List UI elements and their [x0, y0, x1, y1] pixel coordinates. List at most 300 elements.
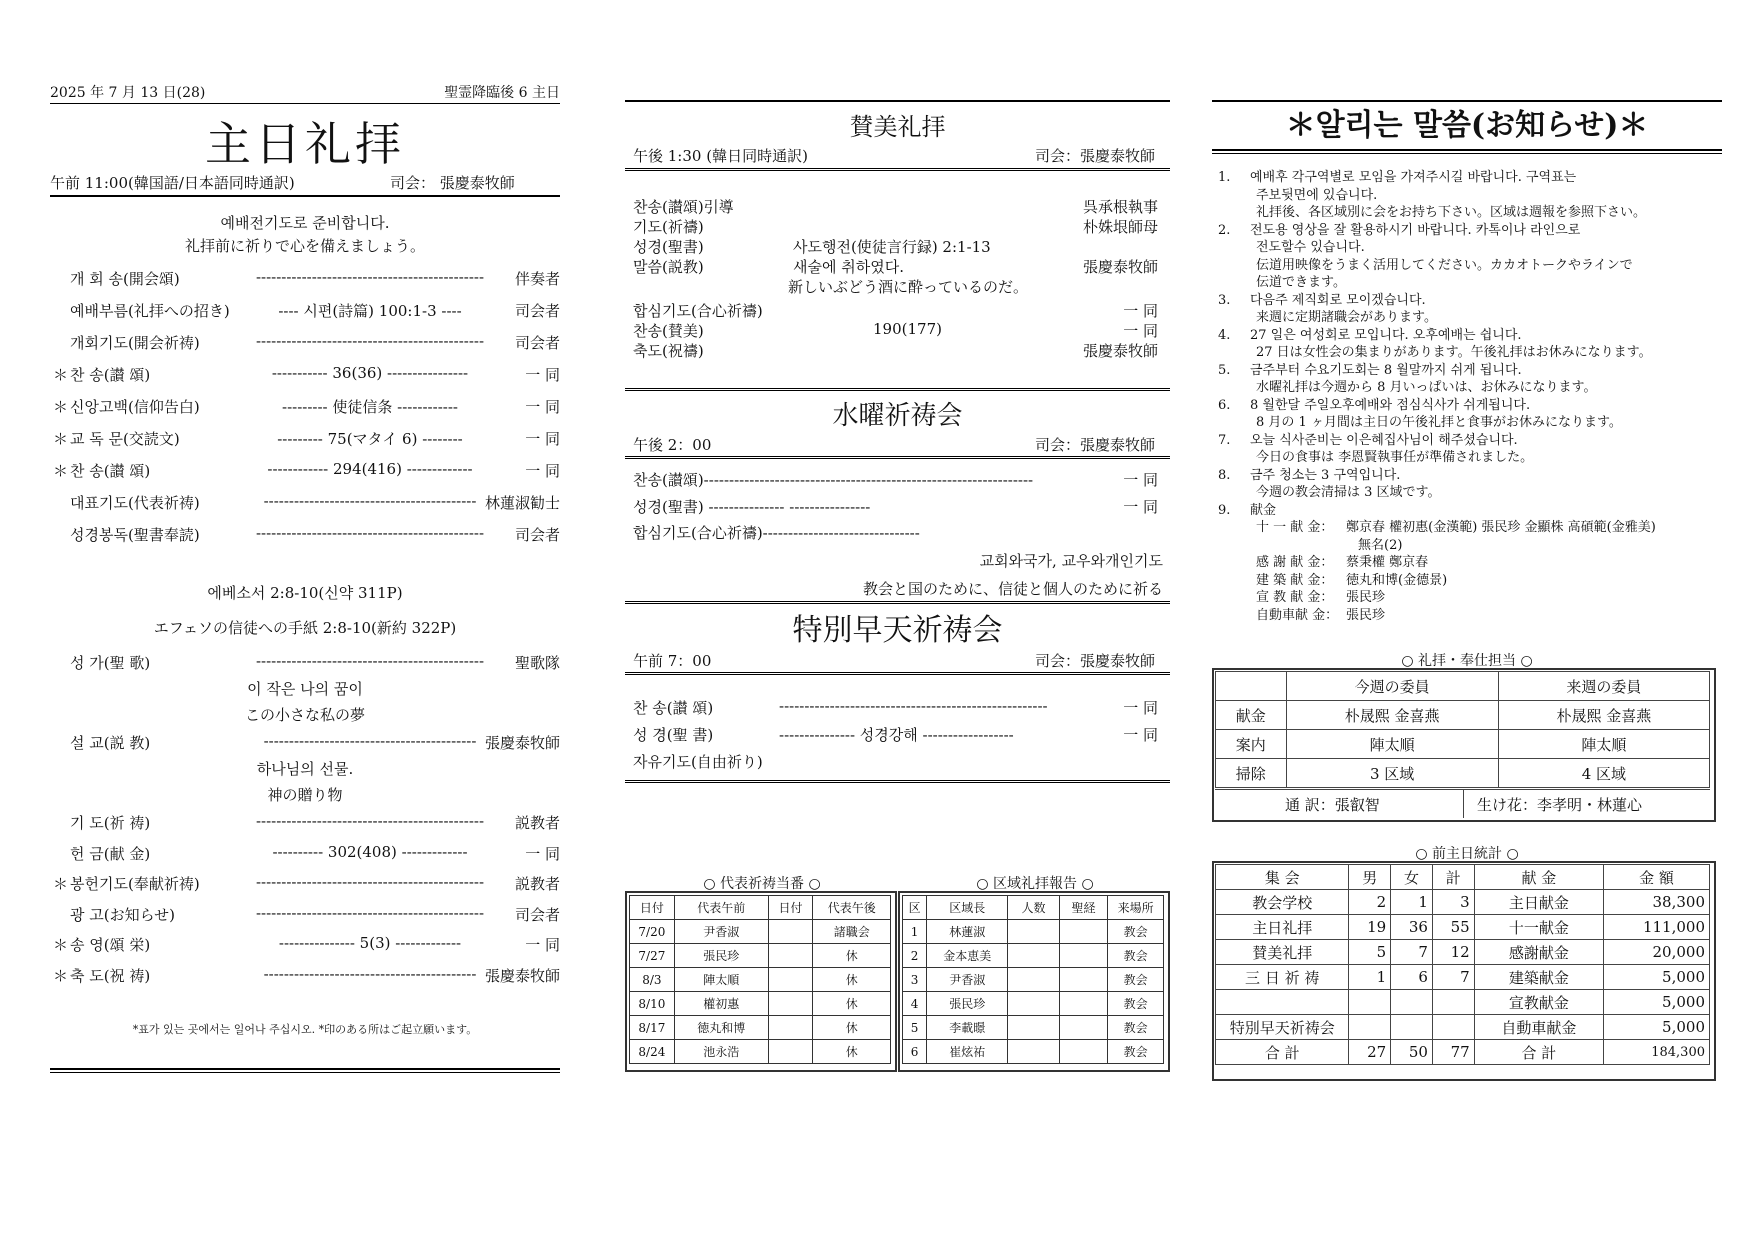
offering-label: 宣 教 献 金： [1256, 590, 1334, 605]
table-cell: 休 [813, 1040, 891, 1064]
sermon-ja: 神の贈り物 [267, 786, 343, 804]
offering-label: 十 一 献 金： [1256, 520, 1334, 535]
table-cell: 6 [1391, 965, 1433, 990]
order-row [50, 268, 560, 294]
standing-mark: ＊ [53, 430, 69, 448]
column-header: 区 [903, 896, 927, 920]
notice-line [1218, 397, 1728, 415]
table-cell: 感謝献金 [1474, 940, 1603, 965]
table-cell [1008, 1016, 1060, 1040]
table-cell: 宣教献金 [1474, 990, 1603, 1015]
order-label: 봉헌기도(奉献祈祷) [70, 875, 200, 893]
standing-mark: ＊ [53, 966, 69, 985]
order-who: 張慶泰牧師 [484, 966, 560, 985]
wednesday-host: 司会：張慶泰牧師 [1034, 436, 1155, 454]
order-row [50, 396, 560, 422]
table-cell: 合 計 [1474, 1040, 1603, 1065]
praise-label: 찬송(賛美) [633, 322, 704, 340]
interpreter: 通 訳：張叡智 [1285, 796, 1380, 814]
table-cell: 184,300 [1604, 1040, 1710, 1065]
column-header: 聖経 [1059, 896, 1107, 920]
order-who: 司会者 [514, 302, 560, 320]
notice-line [1218, 379, 1728, 397]
wednesday-who: 一 同 [1123, 498, 1158, 516]
table-cell: 徳丸和博 [674, 1016, 768, 1040]
table-cell [768, 1040, 813, 1064]
dawn-row [633, 751, 1168, 773]
order-row [50, 332, 560, 358]
notice-number: 5. [1218, 362, 1231, 378]
order-dashes: --------------- 5(3) ------------- [278, 934, 462, 952]
table-cell: 8/24 [630, 1040, 675, 1064]
table-cell: 1 [903, 920, 927, 944]
order-row [50, 492, 560, 518]
order-label: 교 독 문(交読文) [70, 430, 180, 448]
notice-text: 伝道用映像をうまく活用してください。カカオトークやラインで [1256, 257, 1633, 273]
table-cell: 李載暻 [927, 1016, 1008, 1040]
praise-row [633, 300, 1168, 322]
column-header: 女 [1391, 865, 1433, 890]
anthem-ja: この小さな私の夢 [244, 706, 365, 724]
praise-label: 합심기도(合心祈禱) [633, 302, 763, 320]
table-row [630, 968, 891, 992]
table-cell: 陣太順 [674, 968, 768, 992]
dawn-time: 午前 7：00 [633, 652, 712, 670]
column-header: 日付 [768, 896, 813, 920]
offering-line [1218, 519, 1728, 537]
main-service-host: 司会： 張慶泰牧師 [390, 174, 515, 192]
order-dashes: --------------------------------------------- [255, 268, 485, 286]
praise-service-title: 賛美礼拝 [849, 113, 946, 141]
table-cell: 55 [1432, 915, 1474, 940]
table-cell: 5,000 [1604, 965, 1710, 990]
wednesday-time: 午後 2：00 [633, 436, 712, 454]
column-header: 金 額 [1604, 865, 1710, 890]
offering-names: 鄭京春 權初惠(金漢範) 張民珍 金顯株 高碩範(金雅美) [1346, 520, 1656, 535]
standing-mark: ＊ [53, 936, 69, 954]
notice-line [1218, 309, 1728, 327]
table-cell [1059, 1016, 1107, 1040]
notice-list [1218, 169, 1728, 624]
table-cell [768, 968, 813, 992]
wednesday-title: 水曜祈祷会 [832, 401, 963, 431]
table-cell: 張民珍 [674, 944, 768, 968]
table-cell: 12 [1432, 940, 1474, 965]
order-dashes: ------------------------------------------ [263, 492, 477, 510]
table-cell: 36 [1391, 915, 1433, 940]
order-row [50, 524, 560, 550]
table-cell: 陣太順 [1286, 730, 1498, 759]
order-who: 司会者 [514, 526, 560, 544]
order-who: 説教者 [514, 814, 560, 832]
table-cell: 3 区域 [1286, 759, 1498, 788]
order-dashes: --------------------------------------------- [255, 903, 485, 922]
table-cell: 27 [1349, 1040, 1391, 1065]
table-row [903, 968, 1164, 992]
sermon-label: 설 교(説 教) [70, 734, 151, 752]
table-row [630, 992, 891, 1016]
table-cell: 3 [1432, 890, 1474, 915]
order-label: 성경봉독(聖書奉読) [70, 526, 200, 544]
dawn-row [633, 697, 1168, 719]
praise-row [633, 256, 1168, 278]
offering-names: 無名(2) [1358, 537, 1403, 553]
praise-service-subline [633, 145, 1163, 166]
anthem-row [50, 652, 560, 678]
table-row [1216, 965, 1710, 990]
order-row [50, 428, 560, 454]
column-header: 来場所 [1108, 896, 1164, 920]
order-row [50, 460, 560, 486]
table-cell [768, 944, 813, 968]
table-cell: 111,000 [1604, 915, 1710, 940]
prayer-duty-caption: ○ 代表祈祷当番 ○ [703, 876, 821, 892]
table-cell: 7/20 [630, 920, 675, 944]
table-row [1216, 730, 1710, 759]
order-label: 축 도(祝 祷) [70, 966, 151, 985]
table-cell: 十一献金 [1474, 915, 1603, 940]
order-dashes: ----------- 36(36) ---------------- [271, 364, 469, 382]
praise-label: 기도(祈禱) [633, 218, 704, 236]
stats-caption: ○ 前主日統計 ○ [1415, 846, 1519, 862]
standing-mark: ＊ [53, 366, 69, 384]
bottom-rule [50, 1068, 560, 1073]
table-row [1216, 1015, 1710, 1040]
table-cell: 朴晟熙 金喜燕 [1498, 701, 1709, 730]
offering-label: 建 築 献 金： [1256, 572, 1334, 588]
notice-text: 今週の教会清掃は 3 区域です。 [1256, 485, 1441, 500]
table-cell [1008, 944, 1060, 968]
date-header [50, 82, 560, 104]
notice-line [1218, 327, 1728, 345]
wednesday-who: 一 同 [1123, 471, 1158, 489]
column-header [1216, 672, 1287, 701]
rule [625, 601, 1170, 604]
sermon-who: 張慶泰牧師 [484, 734, 560, 752]
footer-divider [1463, 790, 1464, 818]
order-dashes: ------------------------------------------ [263, 964, 477, 983]
table-cell [1391, 1015, 1433, 1040]
column-header: 代表午前 [674, 896, 768, 920]
table-cell [1008, 1040, 1060, 1064]
notice-text: 今日の食事は 李恩賢執事任が準備されました。 [1256, 450, 1534, 465]
praise-label: 말씀(説教) [633, 258, 704, 276]
duty-footer [1215, 789, 1710, 818]
column-header: 献 金 [1474, 865, 1603, 890]
offering-names: 張民珍 [1346, 590, 1386, 605]
table-cell: 案内 [1216, 730, 1287, 759]
table-cell: 38,300 [1604, 890, 1710, 915]
table-cell: 林蓮淑 [927, 920, 1008, 944]
table-cell: 陣太順 [1498, 730, 1709, 759]
notice-line [1218, 204, 1728, 222]
praise-who: 一 同 [1123, 302, 1158, 320]
column-header: 日付 [630, 896, 675, 920]
column-header: 男 [1349, 865, 1391, 890]
table-cell [1391, 990, 1433, 1015]
notice-line [1218, 292, 1728, 310]
order-row [50, 364, 560, 390]
praise-row [633, 340, 1168, 362]
order-who: 一 同 [525, 844, 560, 863]
praise-label: 찬송(讃頌)引導 [633, 198, 734, 216]
table-cell: 8/17 [630, 1016, 675, 1040]
table-row [903, 944, 1164, 968]
notice-line [1218, 344, 1728, 362]
notice-text: 주보뒷면에 있습니다. [1256, 187, 1378, 203]
order-dashes: --------------------------------------------- [255, 812, 485, 830]
notice-text: 전도용 영상을 잘 활용하시기 바랍니다. 카톡이나 라인으로 [1250, 222, 1581, 238]
order-dashes: --------------------------------------------- [255, 524, 485, 542]
wednesday-label: 합심기도(合心祈禱)------------------------------- [633, 524, 920, 542]
table-cell: 5,000 [1604, 990, 1710, 1015]
dawn-title: 特別早天祈祷会 [792, 613, 1003, 648]
table-cell: 5 [1349, 940, 1391, 965]
table-cell: 特別早天祈祷会 [1216, 1015, 1349, 1040]
praise-who: 一 同 [1123, 322, 1158, 340]
notice-text: 전도할수 있습니다. [1256, 240, 1365, 255]
table-cell: 6 [903, 1040, 927, 1064]
order-who: 林蓮淑勧士 [484, 494, 560, 512]
notice-text: 8 月の 1 ヶ月間は主日の午後礼拝と食事がお休みになります。 [1256, 415, 1622, 430]
notice-text: 礼拝後、各区域別に会をお持ち下さい。区域は週報を参照下さい。 [1256, 205, 1647, 220]
dawn-who: 一 同 [1123, 726, 1158, 744]
order-row [50, 873, 560, 899]
table-cell: 休 [813, 944, 891, 968]
praise-mid: 新しいぶどう酒に酔っているのだ。 [788, 278, 1029, 296]
table-row [1216, 759, 1710, 788]
notice-number: 9. [1218, 502, 1231, 518]
table-cell: 朴晟熙 金喜燕 [1286, 701, 1498, 730]
table-cell: 金本恵美 [927, 944, 1008, 968]
wednesday-row [633, 496, 1168, 518]
table-cell: 教会 [1108, 1040, 1164, 1064]
table-cell: 3 [903, 968, 927, 992]
notice-line [1218, 362, 1728, 380]
table-cell: 献金 [1216, 701, 1287, 730]
table-cell: 張民珍 [927, 992, 1008, 1016]
prep-ko: 예배전기도로 준비합니다. [220, 214, 390, 232]
notice-number: 7. [1218, 432, 1231, 448]
rule [1212, 149, 1722, 154]
anthem-dashes: --------------------------------------------- [255, 652, 485, 670]
offering-line [1218, 607, 1728, 625]
order-dashes: --------- 使徒信条 ------------ [282, 398, 458, 416]
praise-row [633, 320, 1168, 342]
notice-text: 금주부터 수요기도회는 8 월말까지 쉬게 됩니다. [1250, 362, 1522, 378]
notice-text: 오늘 식사준비는 이은혜집사님이 해주셨습니다. [1250, 432, 1518, 448]
standing-mark: ＊ [53, 875, 69, 893]
praise-who: 呉承根執事 [1082, 198, 1158, 216]
praise-mid: 새술에 취하였다. [793, 258, 904, 276]
notice-line [1218, 239, 1728, 257]
table-cell [1349, 990, 1391, 1015]
notice-number: 6. [1218, 397, 1231, 413]
order-row [50, 934, 560, 960]
table-cell: 7 [1391, 940, 1433, 965]
notice-text: 来週に定期諸職会があります。 [1256, 310, 1437, 325]
table-cell: 建築献金 [1474, 965, 1603, 990]
standing-footnote: *표가 있는 곳에서는 일어나 주십시오. *印のある所はご起立願います。 [132, 1023, 478, 1036]
column-header: 代表午後 [813, 896, 891, 920]
table-cell: 合 計 [1216, 1040, 1349, 1065]
order-who: 説教者 [514, 875, 560, 893]
column-header: 来週の委員 [1498, 672, 1709, 701]
order-who: 伴奏者 [514, 270, 560, 288]
dawn-mid: ----------------------------------------------------- [779, 697, 1048, 715]
offering-line [1218, 554, 1728, 572]
table-row [630, 944, 891, 968]
praise-who: 朴姝垠師母 [1082, 218, 1158, 236]
rule [625, 672, 1170, 675]
main-service-subline [50, 172, 560, 197]
table-cell [768, 1016, 813, 1040]
notice-text: 8 월한달 주일오후예배와 점심식사가 쉬게됩니다. [1250, 397, 1531, 413]
notice-number: 1. [1218, 170, 1231, 185]
table-cell: 77 [1432, 1040, 1474, 1065]
table-cell [1216, 990, 1349, 1015]
order-label: 찬 송(讃 頌) [70, 366, 151, 384]
duty-table [1215, 671, 1710, 788]
praise-who: 張慶泰牧師 [1082, 258, 1158, 276]
table-row [1216, 701, 1710, 730]
anthem-label: 성 가(聖 歌) [70, 654, 151, 672]
table-header-row [630, 896, 891, 920]
order-label: 대표기도(代表祈祷) [70, 494, 200, 512]
wednesday-note-ja: 教会と国のために、信徒と個人のために祈る [862, 580, 1163, 598]
sermon-ko: 하나님의 선물. [256, 760, 354, 778]
region-report-caption: ○ 区域礼拝報告 ○ [976, 876, 1094, 892]
table-row [1216, 915, 1710, 940]
table-cell: 1 [1349, 965, 1391, 990]
notice-text: 水曜礼拝は今週から 8 月いっぱいは、お休みになります。 [1256, 380, 1597, 395]
order-dashes: --------- 75(マタイ 6) -------- [277, 430, 463, 448]
table-cell: 5,000 [1604, 1015, 1710, 1040]
table-cell: 三 日 祈 祷 [1216, 965, 1349, 990]
table-cell [1059, 968, 1107, 992]
dawn-label: 성 경(聖 書) [633, 726, 714, 744]
table-cell: 崔炫祐 [927, 1040, 1008, 1064]
table-cell: 5 [903, 1016, 927, 1040]
praise-who: 張慶泰牧師 [1082, 342, 1158, 360]
table-cell [768, 920, 813, 944]
notice-line [1218, 187, 1728, 205]
column-header: 計 [1432, 865, 1474, 890]
notice-line [1218, 414, 1728, 432]
table-cell: 7/27 [630, 944, 675, 968]
table-cell: 休 [813, 1016, 891, 1040]
table-cell: 主日献金 [1474, 890, 1603, 915]
table-header-row [1216, 865, 1710, 890]
top-rule [625, 100, 1170, 102]
table-cell: 8/3 [630, 968, 675, 992]
order-who: 司会者 [514, 334, 560, 352]
table-cell: 20,000 [1604, 940, 1710, 965]
table-row [1216, 890, 1710, 915]
table-cell: 2 [903, 944, 927, 968]
rule [625, 168, 1170, 171]
offering-line [1218, 589, 1728, 607]
notice-number: 8. [1218, 467, 1231, 483]
table-cell: 池永浩 [674, 1040, 768, 1064]
table-header-row [1216, 672, 1710, 701]
order-who: 一 同 [525, 366, 560, 384]
praise-mid: 190(177) [873, 320, 942, 338]
table-cell: 休 [813, 968, 891, 992]
flowers: 生け花：李孝明・林蓮心 [1477, 796, 1643, 814]
order-dashes: ------------ 294(416) ------------- [267, 460, 473, 478]
notice-text: 예배후 각구역별로 모임을 가져주시길 바랍니다. 구역표는 [1250, 170, 1577, 185]
column-header: 集 会 [1216, 865, 1349, 890]
table-cell: 賛美礼拝 [1216, 940, 1349, 965]
table-cell: 4 [903, 992, 927, 1016]
column-header: 区域長 [927, 896, 1008, 920]
order-row [50, 843, 560, 869]
offering-names: 徳丸和博(金德景) [1346, 572, 1448, 588]
anthem-who: 聖歌隊 [514, 654, 560, 672]
table-cell: 尹香淑 [927, 968, 1008, 992]
order-label: 광 고(お知らせ) [70, 905, 176, 924]
notice-line [1218, 502, 1728, 520]
rule [625, 456, 1170, 459]
table-cell: 7 [1432, 965, 1474, 990]
notice-text: 27 일은 여성회로 모입니다. 오후예배는 쉽니다. [1250, 327, 1522, 343]
order-label: 헌 금(献 金) [70, 844, 151, 863]
table-row [630, 1040, 891, 1064]
notice-line [1218, 484, 1728, 502]
table-row [903, 1016, 1164, 1040]
table-cell: 尹香淑 [674, 920, 768, 944]
offering-line [1218, 537, 1728, 555]
table-row [903, 920, 1164, 944]
order-dashes: --------------------------------------------- [255, 332, 485, 350]
notice-line [1218, 257, 1728, 275]
praise-row [633, 276, 1168, 298]
table-cell: 教会 [1108, 944, 1164, 968]
order-row [50, 965, 560, 991]
order-dashes: --------------------------------------------- [255, 873, 485, 891]
table-cell: 4 区域 [1498, 759, 1709, 788]
table-cell: 8/10 [630, 992, 675, 1016]
dawn-row [633, 724, 1168, 746]
table-cell: 自動車献金 [1474, 1015, 1603, 1040]
table-cell [1432, 1015, 1474, 1040]
table-cell: 掃除 [1216, 759, 1287, 788]
service-date: 2025 年 7 月 13 日(28) [50, 85, 206, 101]
order-label: 송 영(頌 栄) [70, 936, 151, 954]
table-cell [1008, 920, 1060, 944]
order-label: 기 도(祈 祷) [70, 814, 151, 832]
offering-names: 蔡秉權 鄭京春 [1346, 555, 1429, 570]
order-who: 一 同 [525, 936, 560, 954]
prayer-duty-table [629, 895, 891, 1064]
order-row [50, 904, 560, 930]
wednesday-label: 성경(聖書) --------------- ---------------- [633, 498, 871, 516]
scripture-ja: エフェソの信徒への手紙 2:8-10(新約 322P) [153, 619, 457, 637]
offering-label: 自動車献 金： [1256, 607, 1339, 623]
notice-line [1218, 222, 1728, 240]
offering-line [1218, 572, 1728, 590]
wednesday-note-ko: 교회와국가, 교우와개인기도 [979, 552, 1163, 570]
table-cell [1432, 990, 1474, 1015]
column-header: 今週の委員 [1286, 672, 1498, 701]
main-service-time: 午前 11:00(韓国語/日本語同時通訳) [50, 174, 295, 192]
sermon-row [50, 732, 560, 758]
order-row [50, 812, 560, 838]
table-cell: 教会 [1108, 992, 1164, 1016]
region-report-table [902, 895, 1164, 1064]
notice-line [1218, 274, 1728, 292]
